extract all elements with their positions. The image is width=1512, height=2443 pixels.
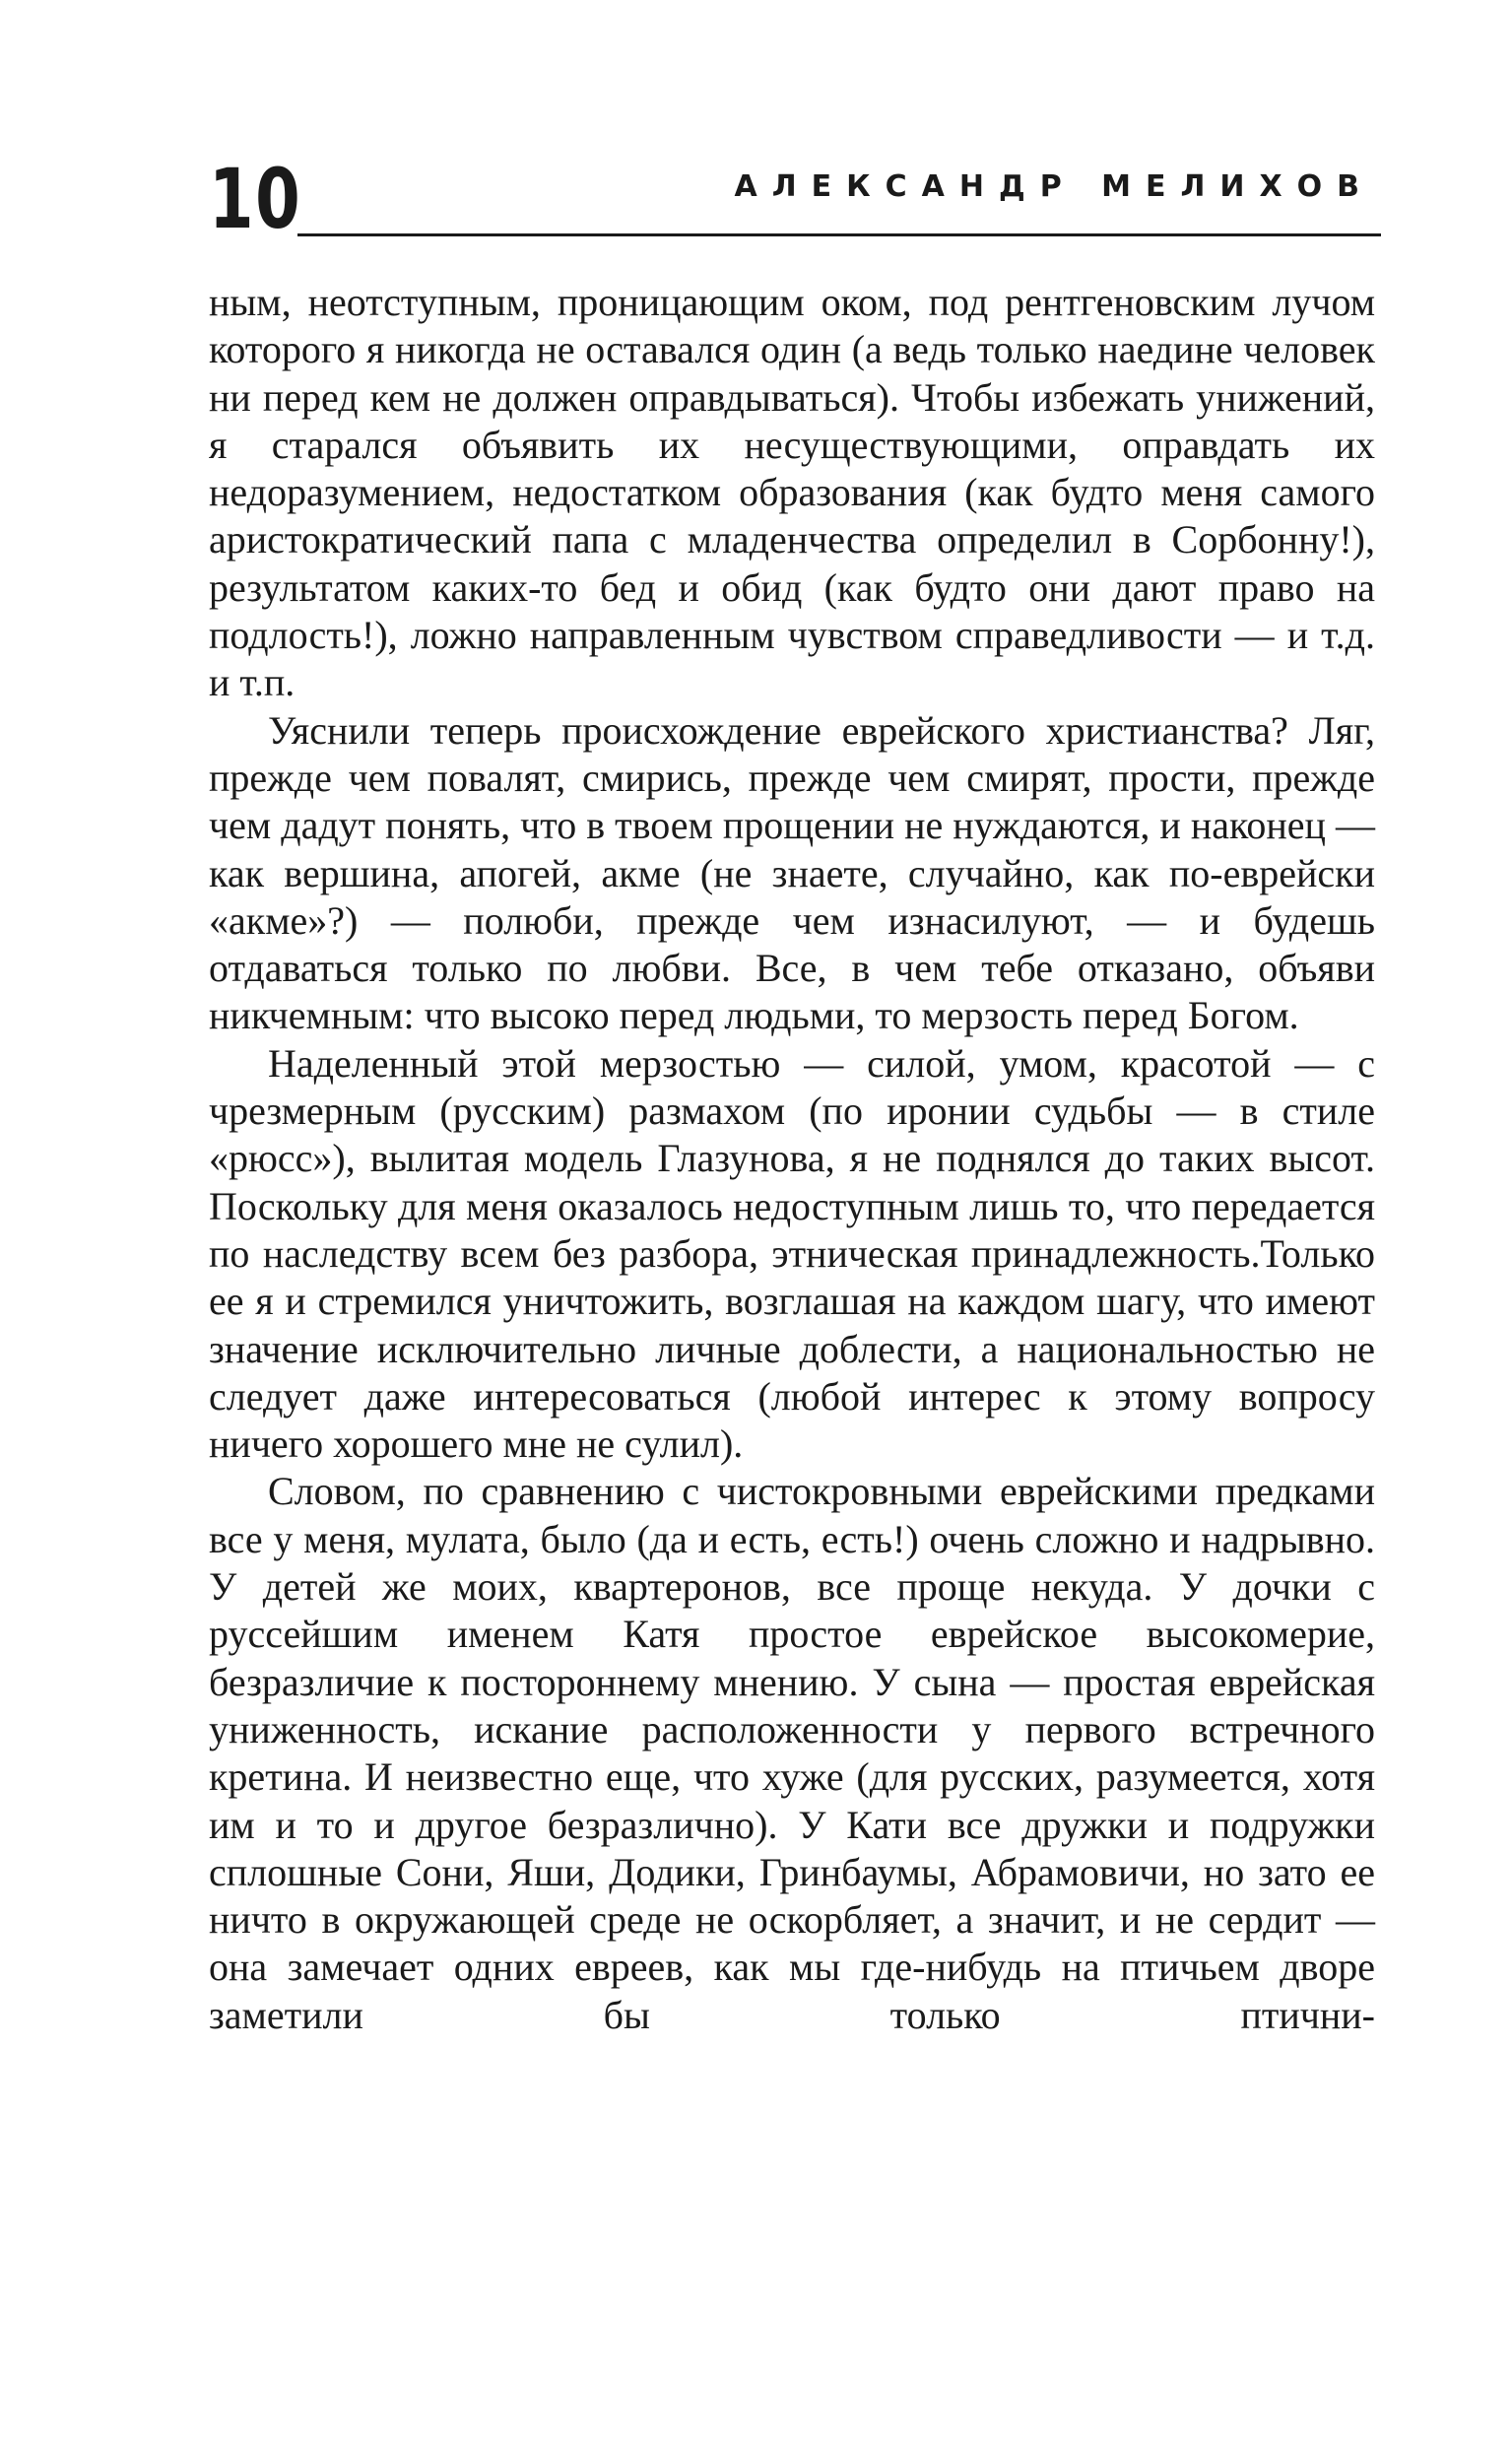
header-rule <box>297 233 1381 236</box>
paragraph: Уяснили теперь происхождение еврейского христианства? Ляг, прежде чем повалят, смирись, прежде чем смирят, прости, прежде чем дадут понять, что в твоем прощении не нуждаются, и наконец — как вершина, апогей, акме (не знаете, случайно, как по-еврейски «акме»?) — полюби, прежде чем изнасилуют, — и будешь отдаваться только по любви. Все, в чем тебе отказано, объяви никчемным: что высоко перед людьми, то мерзость перед Богом. <box>209 707 1375 1038</box>
paragraph: Наделенный этой мерзостью — силой, умом, красотой — с чрезмерным (русским) размахом (по иронии судьбы — в стиле «рюсс»), вылитая модель Глазунова, я не поднялся до таких высот. Поскольку для меня оказалось недоступным лишь то, что передается по наследству всем без разбора, этническая принадлежность.Только ее я и стремился уничтожить, возглашая на каждом шагу, что имеют значение исключительно личные доблести, а национальностью не следует даже интересоваться (любой интерес к этому вопросу ничего хорошего мне не сулил). <box>209 1040 1375 1467</box>
paragraph: Словом, по сравнению с чистокровными еврейскими предками все у меня, мулата, было (да и есть, есть!) очень сложно и надрывно. У детей же моих, квартеронов, все проще некуда. У дочки с руссейшим именем Катя простое еврейское высокомерие, безразличие к постороннему мнению. У сына — простая еврейская униженность, искание расположенности у первого встречного кретина. И неизвестно еще, что хуже (для русских, разумеется, хотя им и то и другое безразлично). У Кати все дружки и подружки сплошные Сони, Яши, Додики, Гринбаумы, Абрамовичи, но зато ее ничто в окружающей среде не оскорбляет, а значит, и не сердит — она замечает одних евреев, как мы где-нибудь на птичьем дворе заметили бы только птични- <box>209 1469 1375 2037</box>
running-head-author: АЛЕКСАНДР МЕЛИХОВ <box>734 169 1374 204</box>
paragraph: ным, неотступным, проницающим оком, под рентгеновским лучом которого я никогда не оставался один (а ведь только наедине человек ни перед кем не должен оправдываться). Чтобы избежать унижений, я старался объявить их несуществующими, оправдать их недоразумением, недостатком образования (как будто меня самого аристократический папа с младенчества определил в Сорбонну!), результатом каких-то бед и обид (как будто они дают право на подлость!), ложно направленным чувством справедливости — и т.д. и т.п. <box>209 280 1375 705</box>
body-text <box>209 279 1375 2039</box>
page-number: 10 <box>209 151 302 247</box>
